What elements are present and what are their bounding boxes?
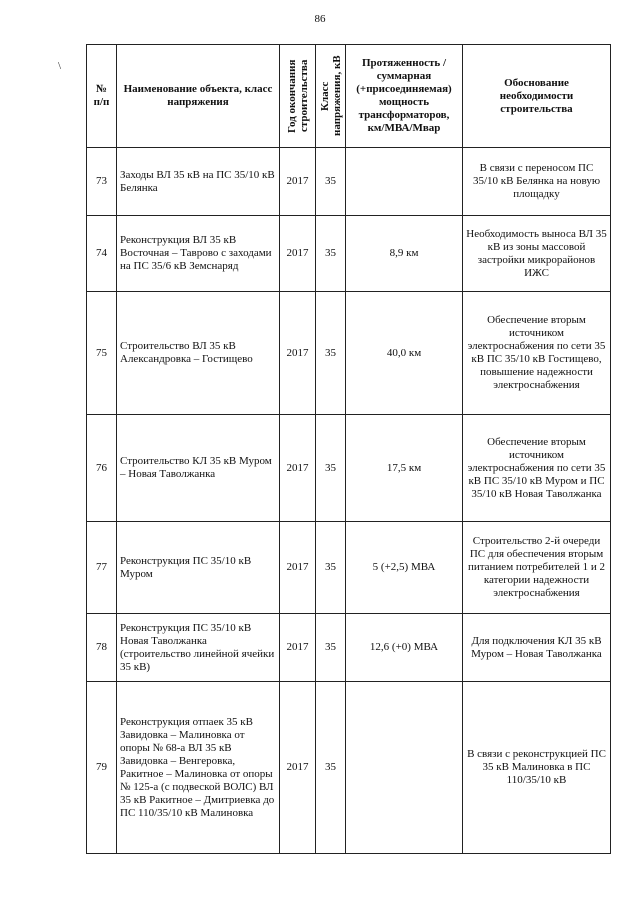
row-voltage: 35 [316, 148, 346, 216]
row-num: 79 [87, 682, 117, 854]
row-reason: Необходимость выноса ВЛ 35 кВ из зоны массовой застройки микрорайонов ИЖС [463, 216, 611, 292]
row-num: 73 [87, 148, 117, 216]
row-name: Реконструкция отпаек 35 кВ Завидовка – Малиновка от опоры № 68-а ВЛ 35 кВ Завидовка – Венгеровка, Ракитное – Малиновка от опоры № 125-а (с подвеской ВОЛС) ВЛ 35 кВ Ракитное – Дмитриевка до ПС 110/35/10 кВ Малиновка [117, 682, 280, 854]
table-row [87, 614, 611, 682]
row-voltage: 35 [316, 415, 346, 522]
row-num: 77 [87, 522, 117, 614]
row-reason: Обеспечение вторым источником электроснабжения по сети 35 кВ ПС 35/10 кВ Гостищево, повышение надежности электроснабжения [463, 292, 611, 415]
table-row [87, 216, 611, 292]
row-name: Реконструкция ПС 35/10 кВ Новая Таволжанка (строительство линейной ячейки 35 кВ) [117, 614, 280, 682]
row-year: 2017 [280, 614, 316, 682]
page-number: 86 [314, 13, 326, 25]
table-row [87, 148, 611, 216]
row-num: 74 [87, 216, 117, 292]
row-capacity: 8,9 км [346, 216, 463, 292]
row-capacity: 12,6 (+0) МВА [346, 614, 463, 682]
header-name: Наименование объекта, класс напряжения [117, 45, 280, 148]
row-capacity [346, 148, 463, 216]
header-reason: Обоснование необходимости строительства [463, 45, 611, 148]
header-voltage [316, 45, 346, 148]
margin-mark: \ [58, 60, 62, 72]
row-reason: Для подключения КЛ 35 кВ Муром – Новая Таволжанка [463, 614, 611, 682]
row-voltage: 35 [316, 614, 346, 682]
header-year [280, 45, 316, 148]
row-voltage: 35 [316, 292, 346, 415]
header-voltage-label: Класс напряжения, кВ [318, 55, 343, 137]
row-year: 2017 [280, 415, 316, 522]
row-year: 2017 [280, 682, 316, 854]
table-row [87, 522, 611, 614]
row-capacity: 5 (+2,5) МВА [346, 522, 463, 614]
table-row [87, 682, 611, 854]
row-num: 78 [87, 614, 117, 682]
header-num: № п/п [87, 45, 117, 148]
row-year: 2017 [280, 216, 316, 292]
row-year: 2017 [280, 522, 316, 614]
row-voltage: 35 [316, 216, 346, 292]
row-capacity: 17,5 км [346, 415, 463, 522]
row-reason: Строительство 2-й очереди ПС для обеспечения вторым питанием потребителей 1 и 2 категории надежности электроснабжения [463, 522, 611, 614]
row-num: 75 [87, 292, 117, 415]
row-capacity: 40,0 км [346, 292, 463, 415]
row-reason: Обеспечение вторым источником электроснабжения по сети 35 кВ ПС 35/10 кВ Муром и ПС 35/10 кВ Новая Таволжанка [463, 415, 611, 522]
row-name: Строительство КЛ 35 кВ Муром – Новая Таволжанка [117, 415, 280, 522]
table-row [87, 415, 611, 522]
row-voltage: 35 [316, 682, 346, 854]
row-reason: В связи с реконструкцией ПС 35 кВ Малиновка в ПС 110/35/10 кВ [463, 682, 611, 854]
row-voltage: 35 [316, 522, 346, 614]
table-row [87, 292, 611, 415]
row-name: Строительство ВЛ 35 кВ Александровка – Гостищево [117, 292, 280, 415]
header-capacity: Протяженность / суммарная (+присоединяемая) мощность трансформаторов, км/МВА/Мвар [346, 45, 463, 148]
row-capacity [346, 682, 463, 854]
row-year: 2017 [280, 148, 316, 216]
header-year-label: Год окончания строительства [285, 59, 310, 133]
row-name: Заходы ВЛ 35 кВ на ПС 35/10 кВ Белянка [117, 148, 280, 216]
row-num: 76 [87, 415, 117, 522]
row-name: Реконструкция ВЛ 35 кВ Восточная – Таврово с заходами на ПС 35/6 кВ Земснаряд [117, 216, 280, 292]
row-name: Реконструкция ПС 35/10 кВ Муром [117, 522, 280, 614]
row-reason: В связи с переносом ПС 35/10 кВ Белянка на новую площадку [463, 148, 611, 216]
row-year: 2017 [280, 292, 316, 415]
projects-table [86, 44, 611, 854]
table-header-row [87, 45, 611, 148]
